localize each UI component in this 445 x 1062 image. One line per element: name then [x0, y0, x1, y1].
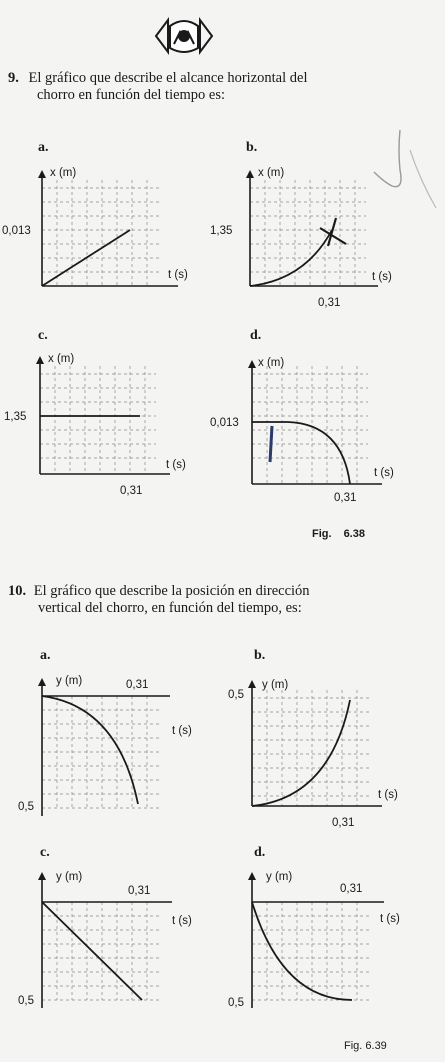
graph-10b	[210, 668, 400, 838]
publisher-logo	[154, 14, 214, 58]
svg-text:x (m): x (m)	[48, 353, 75, 365]
svg-text:0,31: 0,31	[334, 492, 357, 504]
option-label: b.	[246, 140, 258, 155]
handwritten-mark	[270, 426, 272, 462]
handwritten-check-mark	[370, 120, 440, 210]
figure-caption-6-38	[312, 528, 365, 540]
svg-text:t (s): t (s)	[372, 271, 392, 283]
fig-prefix: Fig.	[312, 528, 332, 540]
svg-text:t (s): t (s)	[374, 467, 394, 479]
svg-text:x (m): x (m)	[258, 167, 285, 179]
svg-text:x (m): x (m)	[258, 357, 285, 369]
svg-text:0,5: 0,5	[228, 997, 244, 1009]
option-label: a.	[38, 140, 49, 155]
y-tick-label: 0,013	[2, 225, 31, 237]
svg-text:y (m): y (m)	[56, 675, 83, 687]
question-9	[8, 70, 438, 104]
svg-text:1,35: 1,35	[4, 411, 27, 423]
graph-9c	[0, 344, 200, 504]
question-text-line2: vertical del chorro, en función del tiempo, es:	[38, 600, 302, 616]
option-label: b.	[254, 648, 266, 663]
svg-text:t (s): t (s)	[378, 789, 398, 801]
graph-9d	[210, 344, 400, 504]
option-label: d.	[254, 845, 266, 860]
svg-text:t (s): t (s)	[172, 915, 192, 927]
svg-text:t (s): t (s)	[172, 725, 192, 737]
option-label: c.	[38, 328, 48, 343]
svg-text:y (m): y (m)	[262, 679, 289, 691]
option-label: c.	[40, 845, 50, 860]
svg-text:0,013: 0,013	[210, 417, 239, 429]
y-axis-label: x (m)	[50, 167, 77, 179]
graph-10d	[210, 860, 400, 1020]
svg-text:0,31: 0,31	[128, 885, 151, 897]
svg-text:0,31: 0,31	[340, 883, 363, 895]
svg-text:0,5: 0,5	[228, 689, 244, 701]
svg-text:0,5: 0,5	[18, 995, 34, 1007]
question-number: 10.	[8, 583, 27, 599]
question-10	[8, 583, 438, 617]
question-text-line1: El gráfico que describe la posición en dirección	[33, 583, 310, 599]
x-axis-label: t (s)	[168, 269, 188, 281]
graph-9a	[0, 158, 200, 298]
question-number: 9.	[8, 70, 19, 86]
option-label: d.	[250, 328, 262, 343]
svg-text:y (m): y (m)	[56, 871, 83, 883]
option-label: a.	[40, 648, 51, 663]
graph-10c	[0, 860, 200, 1020]
svg-text:t (s): t (s)	[166, 459, 186, 471]
svg-text:y (m): y (m)	[266, 871, 293, 883]
curve	[42, 696, 138, 804]
svg-text:0,31: 0,31	[318, 297, 341, 309]
svg-text:0,31: 0,31	[332, 817, 355, 829]
svg-text:0,5: 0,5	[18, 801, 34, 813]
question-text-line1: El gráfico que describe el alcance horizontal del	[28, 70, 308, 86]
grid	[42, 180, 160, 286]
svg-text:t (s): t (s)	[380, 913, 400, 925]
svg-text:0,31: 0,31	[120, 485, 143, 497]
svg-text:1,35: 1,35	[210, 225, 233, 237]
graph-10a	[0, 666, 200, 826]
svg-text:0,31: 0,31	[126, 679, 149, 691]
question-text-line2: chorro en función del tiempo es:	[37, 87, 226, 103]
figure-caption-6-39: Fig. 6.39	[344, 1040, 387, 1052]
fig-number: 6.38	[343, 528, 365, 540]
